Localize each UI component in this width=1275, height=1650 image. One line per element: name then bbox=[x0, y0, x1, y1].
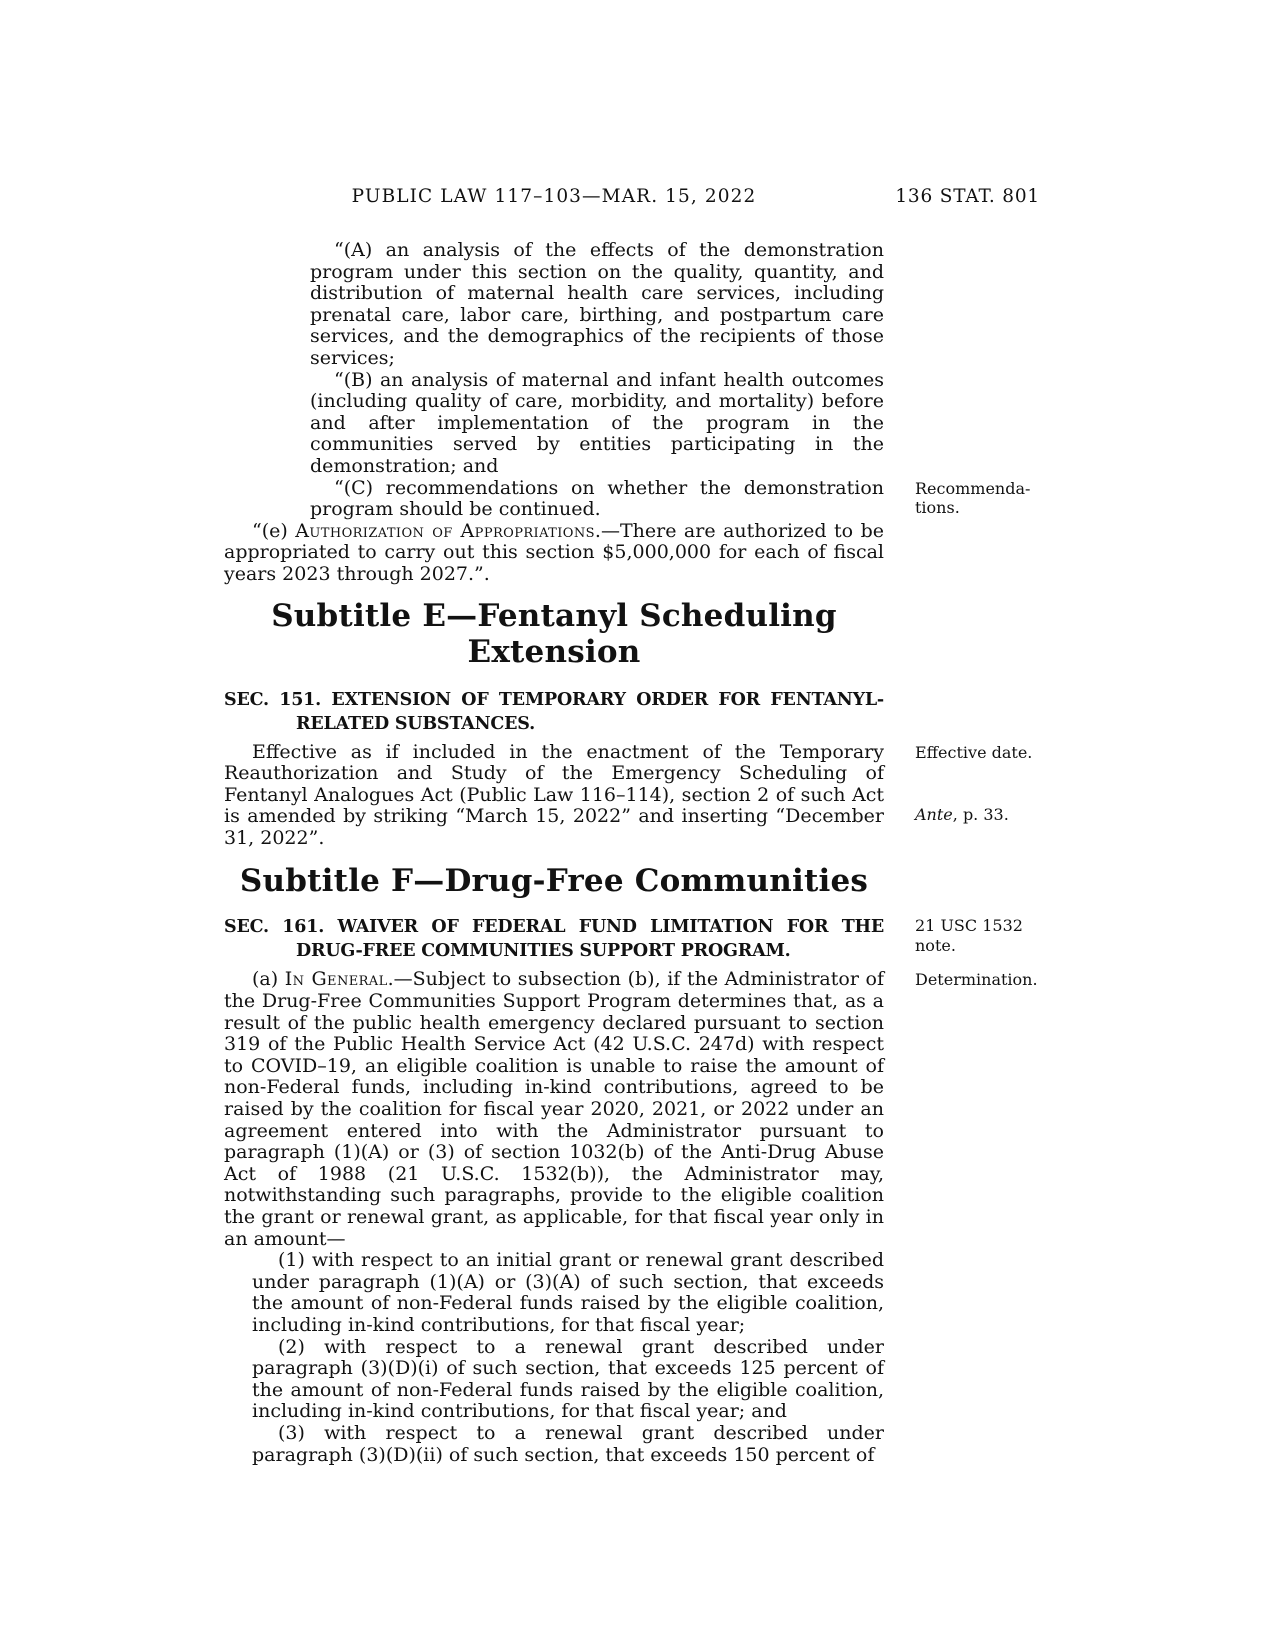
margin-note-determination: Determination. bbox=[915, 970, 1038, 990]
running-head-stat-page: 136 STAT. 801 bbox=[895, 186, 1040, 207]
margin-note-effective-date: Effective date. bbox=[915, 742, 1033, 762]
numbered-paragraph-2: (2) with respect to a renewal grant described under paragraph (3)(D)(i) of such section, that exceeds 125 percent of the amount of non-Federal funds raised by the eligible coalition, including in-kind contributions, for that fiscal year; and bbox=[252, 1335, 884, 1423]
margin-note-usc: 21 USC 1532 note. bbox=[915, 916, 1023, 955]
running-head bbox=[224, 186, 1040, 210]
sec-151-body bbox=[224, 740, 1033, 850]
sec-161-heading-text: SEC. 161. WAIVER OF FEDERAL FUND LIMITATION FOR THE DRUG-FREE COMMUNITIES SUPPORT PROGRAM. bbox=[224, 917, 884, 962]
subtitle-f-heading: Subtitle F—Drug-Free Communities bbox=[239, 863, 869, 900]
sec-151-body-text: Effective as if included in the enactment of the Temporary Reauthorization and Study of the Emergency Scheduling of Fentanyl Analogues Act (Public Law 116–114), section 2 of such Act is amended by striking “March 15, 2022” and inserting “December 31, 2022”. bbox=[224, 740, 884, 849]
subsection-e-prefix: “(e) bbox=[252, 519, 296, 542]
quoted-subparagraph-B: “(B) an analysis of maternal and infant health outcomes (including quality of care, morbidity, and mortality) before and after implementation of the program in the communities served by entities participating in the demonstration; and bbox=[310, 368, 884, 477]
margin-note-recommendations: Recommendations. bbox=[915, 478, 1031, 518]
subsection-e-text: .—There are authorized to be appropriated to carry out this section $5,000,000 for each of fiscal years 2023 through 2027.”. bbox=[224, 519, 884, 585]
subsection-a bbox=[224, 968, 1038, 1250]
margin-note-ante bbox=[915, 805, 1035, 825]
subsection-a-heading: In General bbox=[284, 968, 388, 991]
print-area bbox=[224, 186, 1040, 1466]
running-head-law-title: PUBLIC LAW 117–103—MAR. 15, 2022 bbox=[351, 186, 757, 207]
subsection-e bbox=[224, 521, 884, 586]
quoted-subparagraph-A: “(A) an analysis of the effects of the demonstration program under this section on the quality, quantity, and distribution of maternal health care services, including prenatal care, labor care, birthing, and postpartum care services, and the demographics of the recipients of those services; bbox=[310, 239, 884, 369]
text-column bbox=[224, 239, 1038, 1466]
numbered-paragraph-1: (1) with respect to an initial grant or renewal grant described under paragraph (1)(A) or (3)(A) of such section, that exceeds the amount of non-Federal funds raised by the eligible coalition, including in-kind contributions, for that fiscal year; bbox=[252, 1249, 884, 1336]
subsection-e-heading: Authorization of Appropriations bbox=[295, 519, 595, 542]
subsection-a-text: .—Subject to subsection (b), if the Administrator of the Drug-Free Communities Support Program determines that, as a result of the public health emergency declared pursuant to section 319 of the Public Health Service Act (42 U.S.C. 247d) with respect to COVID–19, an eligible coalition is unable to raise the amount of non-Federal funds, including in-kind contributions, agreed to be raised by the coalition for fiscal year 2020, 2021, or 2022 under an agreement entered into with the Administrator pursuant to paragraph (1)(A) or (3) of section 1032(b) of the Anti-Drug Abuse Act of 1988 (21 U.S.C. 1532(b)), the Administrator may, notwithstanding such paragraphs, provide to the eligible coalition the grant or renewal grant, as applicable, for that fiscal year only in an amount— bbox=[224, 968, 885, 1250]
quoted-subparagraph-C bbox=[310, 476, 1031, 521]
sec-161-heading bbox=[224, 915, 1023, 963]
margin-note-ante-rest: , p. 33. bbox=[952, 804, 1009, 824]
sec-151-heading: SEC. 151. EXTENSION OF TEMPORARY ORDER FOR FENTANYL-RELATED SUBSTANCES. bbox=[224, 689, 884, 734]
numbered-paragraph-3: (3) with respect to a renewal grant described under paragraph (3)(D)(ii) of such section, that exceeds 150 percent of bbox=[252, 1421, 884, 1466]
quoted-subparagraph-C-text: “(C) recommendations on whether the demonstration program should be continued. bbox=[310, 476, 884, 521]
subsection-a-prefix: (a) bbox=[252, 968, 285, 991]
margin-note-ante-italic: Ante bbox=[915, 804, 953, 824]
subtitle-e-heading: Subtitle E—Fentanyl Scheduling Extension bbox=[271, 597, 837, 670]
